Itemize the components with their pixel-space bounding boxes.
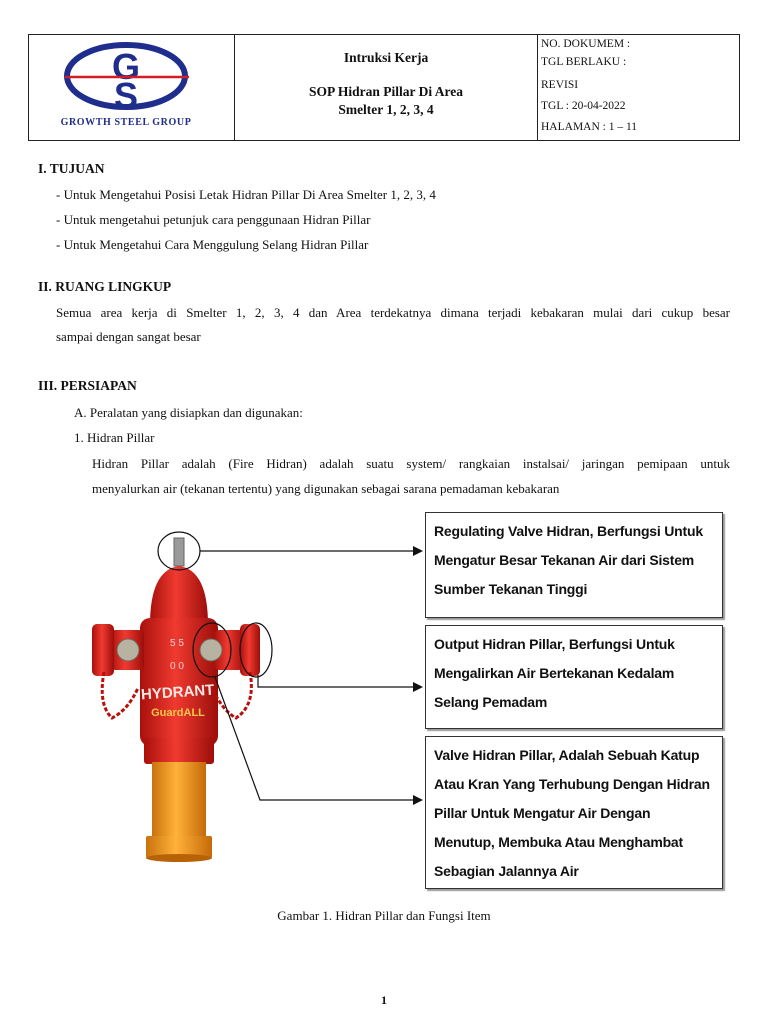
ruang-text-line2: sampai dengan sangat besar [56, 329, 201, 344]
tujuan-item-3: - Untuk Mengetahui Cara Menggulung Selang Hidran Pillar [56, 237, 369, 252]
document-header-table [28, 34, 740, 141]
persiapan-item-1: 1. Hidran Pillar [74, 430, 155, 445]
callout-text: Atau Kran Yang Terhubung Dengan Hidran [434, 776, 710, 792]
hidran-desc-line2: menyalurkan air (tekanan tertentu) yang digunakan sebagai sarana pemadaman kebakaran [92, 481, 560, 496]
callout-text: Mengatur Besar Tekanan Air dari Sistem [434, 552, 695, 568]
ruang-text-line1: Semua area kerja di Smelter 1, 2, 3, 4 dan Area terdekatnya dimana terjadi kebakaran mulai dari cukup besar [56, 305, 730, 320]
tujuan-item-1: - Untuk Mengetahui Posisi Letak Hidran Pillar Di Area Smelter 1, 2, 3, 4 [56, 187, 436, 202]
callout-text: Pillar Untuk Mengatur Air Dengan [434, 805, 651, 821]
callout-text: Sebagian Jalannya Air [434, 863, 579, 879]
logo-cell [29, 35, 234, 140]
brand-label: GuardALL [151, 707, 205, 719]
svg-text:0 0: 0 0 [170, 661, 184, 672]
section-tujuan-heading: I. TUJUAN [38, 161, 105, 176]
growth-steel-group-logo [29, 35, 234, 140]
persiapan-sub-a: A. Peralatan yang disiapkan dan digunakan: [74, 405, 303, 420]
meta-pages: HALAMAN : 1 – 11 [541, 121, 638, 133]
logo-text: GROWTH STEEL GROUP [60, 117, 192, 128]
doc-subtitle-line1: SOP Hidran Pillar Di Area [308, 84, 463, 99]
callout-regulating-valve [425, 512, 723, 618]
callout-text: Output Hidran Pillar, Berfungsi Untuk [434, 636, 675, 652]
callout-text: Sumber Tekanan Tinggi [434, 581, 588, 597]
figure-caption: Gambar 1. Hidran Pillar dan Fungsi Item [277, 908, 491, 923]
hydrant-label: HYDRANT [140, 681, 215, 704]
callout-text: Menutup, Membuka Atau Menghambat [434, 834, 683, 850]
callout-text: Regulating Valve Hidran, Berfungsi Untuk [434, 523, 703, 539]
meta-valid-date: TGL BERLAKU : [541, 56, 627, 68]
section-persiapan-heading: III. PERSIAPAN [38, 378, 137, 393]
doc-subtitle-line2: Smelter 1, 2, 3, 4 [338, 102, 434, 117]
meta-doc-number: NO. DOKUMEM : [541, 38, 631, 50]
svg-text:5 5: 5 5 [170, 638, 184, 649]
callout-text: Selang Pemadam [434, 694, 548, 710]
callout-output-hydrant [425, 625, 723, 729]
page-number: 1 [381, 993, 387, 1007]
tujuan-item-2: - Untuk mengetahui petunjuk cara penggunaan Hidran Pillar [56, 212, 371, 227]
section-ruang-heading: II. RUANG LINGKUP [38, 279, 172, 294]
callout-text: Mengalirkan Air Bertekanan Kedalam [434, 665, 675, 681]
svg-text:S: S [113, 75, 139, 116]
title-cell [234, 35, 538, 140]
callout-valve-hydrant [425, 736, 723, 889]
hidran-desc-line1: Hidran Pillar adalah (Fire Hidran) adalah suatu system/ rangkaian instalsai/ jaringan pemipaan untuk [92, 456, 730, 471]
doc-title: Intruksi Kerja [343, 50, 429, 65]
meta-cell [536, 35, 739, 140]
callout-text: Valve Hidran Pillar, Adalah Sebuah Katup [434, 747, 700, 763]
meta-revision: REVISI [541, 79, 579, 91]
meta-date: TGL : 20-04-2022 [541, 100, 626, 112]
svg-text:G: G [111, 46, 141, 87]
